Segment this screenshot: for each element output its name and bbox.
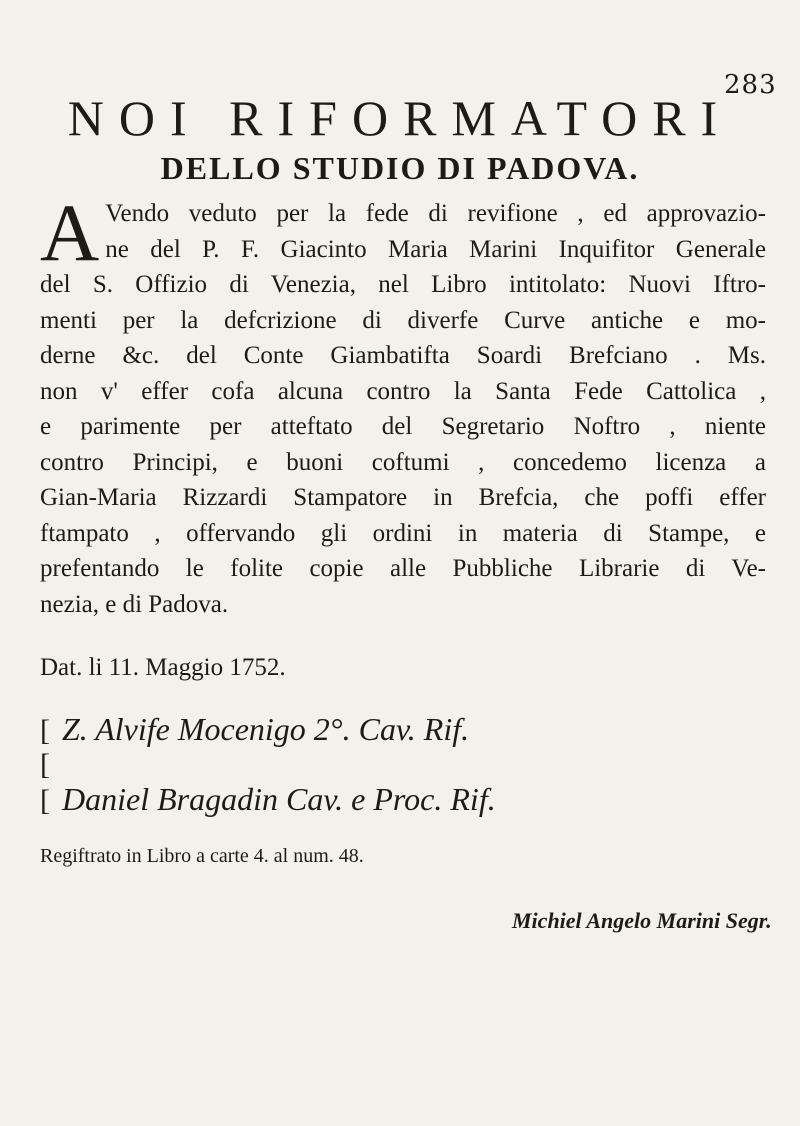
text-line: ne del P. F. Giacinto Maria Marini Inquifitor Generale: [105, 235, 766, 263]
text-line: e parimente per atteftato del Segretario Noftro , niente: [40, 413, 766, 440]
signature-text: Z. Alvife Mocenigo 2°. Cav. Rif.: [62, 711, 470, 747]
bracket-glyph: [: [40, 748, 50, 781]
bracket-glyph: [: [40, 714, 50, 747]
page-number: 283: [724, 70, 777, 100]
text-line: derne &c. del Conte Giambatifta Soardi Brefciano . Ms.: [40, 342, 766, 369]
signature-mocenigo: [40, 711, 469, 748]
text-line: Gian-Maria Rizzardi Stampatore in Brefcia, che poffi effer: [40, 484, 766, 511]
text-line: nezia, e di Padova.: [40, 590, 229, 618]
text-line: del S. Offizio di Venezia, nel Libro intitolato: Nuovi Iftro-: [40, 271, 766, 298]
drop-cap: A: [40, 187, 100, 278]
page-title: NOI RIFORMATORI: [67, 90, 733, 146]
bracket-glyph: [: [40, 784, 50, 817]
text-line: Vendo veduto per la fede di revifione , ed approvazio-: [105, 200, 766, 227]
signature-text: Daniel Bragadin Cav. e Proc. Rif.: [62, 781, 496, 817]
signature-bragadin: [40, 781, 496, 818]
page-subtitle: DELLO STUDIO DI PADOVA.: [160, 150, 640, 186]
text-line: contro Principi, e buoni coftumi , concedemo licenza a: [40, 448, 766, 476]
text-line: ftampato , offervando gli ordini in materia di Stampe, e: [40, 519, 766, 547]
secretary-signature: Michiel Angelo Marini Segr.: [512, 908, 772, 933]
license-text: [40, 187, 766, 622]
registration-note: Regiftrato in Libro a carte 4. al num. 48.: [40, 845, 364, 867]
document-date: Dat. li 11. Maggio 1752.: [40, 654, 286, 681]
text-line: prefentando le folite copie alle Pubbliche Librarie di Ve-: [40, 555, 766, 582]
text-line: non v' effer cofa alcuna contro la Santa Fede Cattolica ,: [40, 377, 766, 405]
text-line: menti per la defcrizione di diverfe Curve antiche e mo-: [40, 306, 766, 334]
